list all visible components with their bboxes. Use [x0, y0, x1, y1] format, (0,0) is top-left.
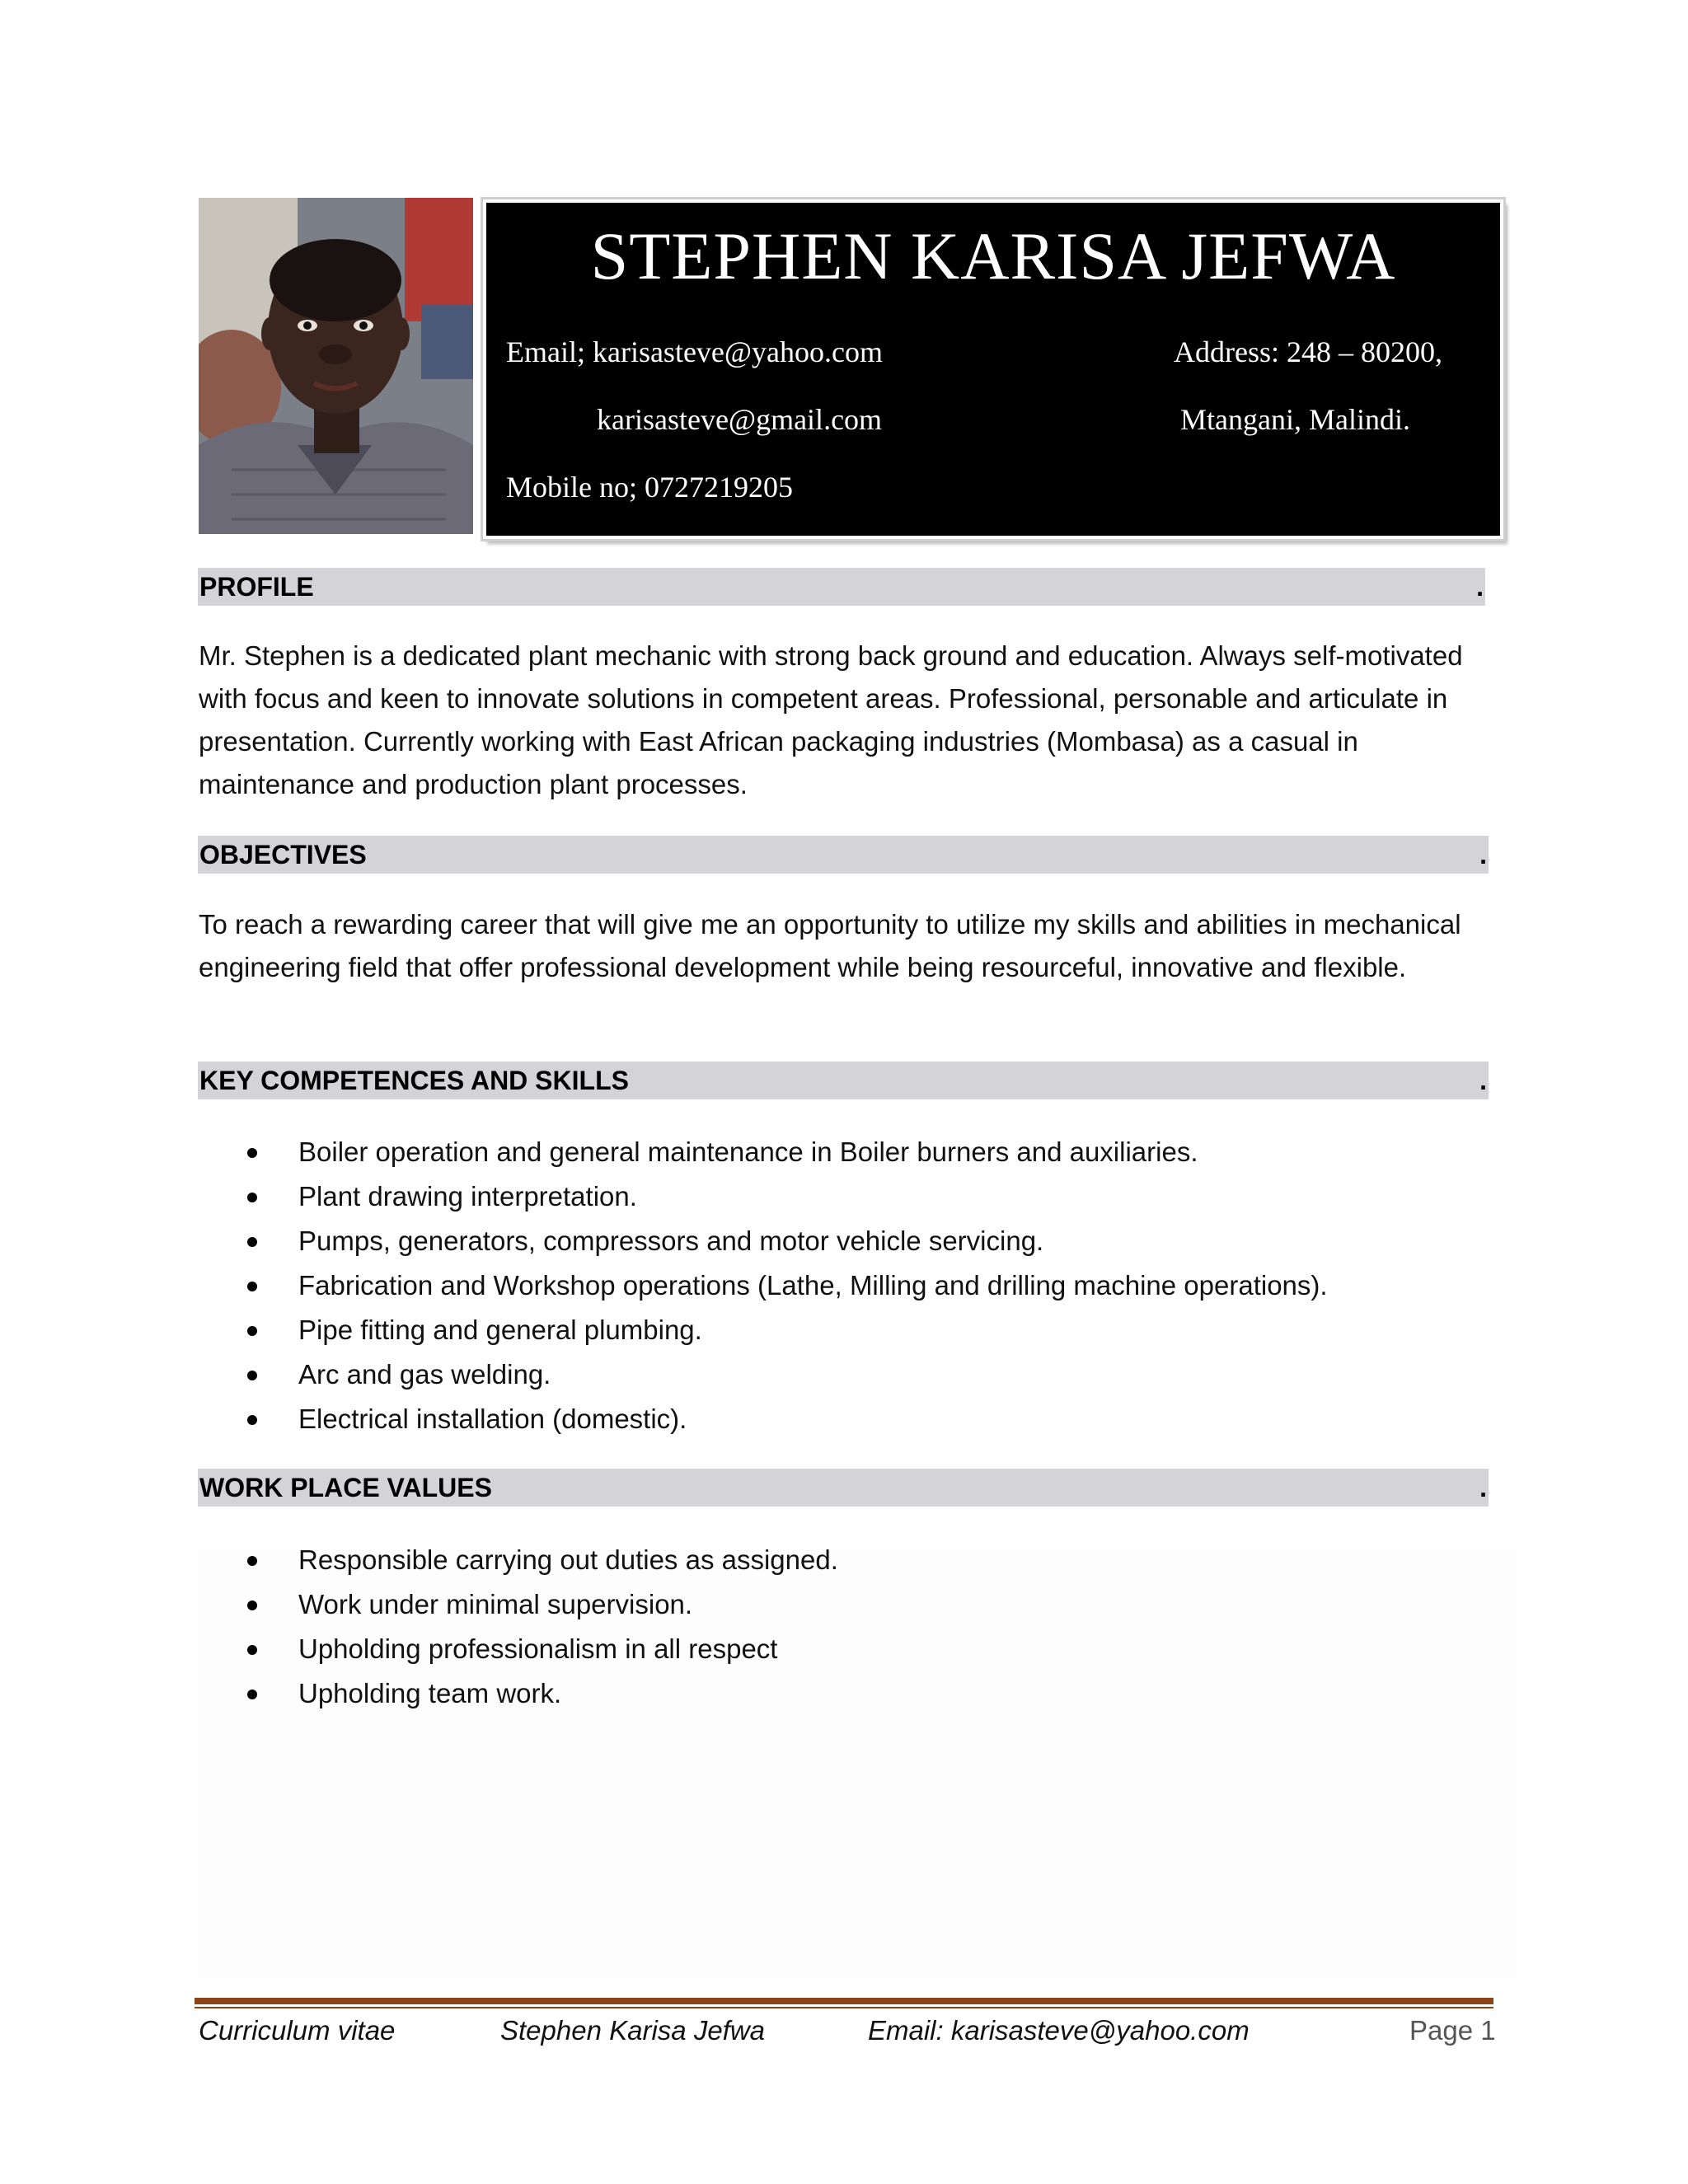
list-item: [247, 1352, 1328, 1397]
page-number: Page 1: [1409, 2015, 1496, 2046]
list-item-text: Arc and gas welding.: [298, 1359, 551, 1390]
section-profile-header: [198, 568, 1485, 606]
section-marker: .: [1476, 572, 1484, 602]
bullet-icon: [247, 1148, 257, 1158]
footer-rule-thin: [195, 2007, 1493, 2008]
skills-list: [247, 1130, 1328, 1441]
list-item: [247, 1308, 1328, 1352]
footer-email: Email: karisasteve@yahoo.com: [868, 2015, 1250, 2046]
section-marker: .: [1479, 840, 1487, 869]
list-item-text: Work under minimal supervision.: [298, 1589, 693, 1619]
bullet-icon: [247, 1415, 257, 1425]
section-skills-header: [198, 1062, 1489, 1099]
list-item: [247, 1538, 838, 1582]
bullet-icon: [247, 1371, 257, 1380]
section-marker: .: [1479, 1473, 1487, 1502]
list-item-text: Pipe fitting and general plumbing.: [298, 1315, 702, 1345]
list-item-text: Upholding professionalism in all respect: [298, 1633, 778, 1664]
mobile-number: Mobile no; 0727219205: [506, 471, 793, 504]
list-item-text: Boiler operation and general maintenance in Boiler burners and auxiliaries.: [298, 1137, 1198, 1167]
bullet-icon: [247, 1326, 257, 1336]
email-secondary: karisasteve@gmail.com: [597, 403, 883, 436]
objectives-text: To reach a rewarding career that will give me an opportunity to utilize my skills and abilities in mechanical engineering field that offer professional development while being resourceful, innovative and flexible.: [199, 909, 1461, 982]
footer-doc-type: Curriculum vitae: [199, 2015, 396, 2046]
bullet-icon: [247, 1282, 257, 1291]
email-primary: Email; karisasteve@yahoo.com: [506, 335, 884, 368]
list-item-text: Pumps, generators, compressors and motor vehicle servicing.: [298, 1226, 1044, 1256]
section-title: PROFILE: [199, 572, 314, 602]
list-item: [247, 1130, 1328, 1174]
profile-text: Mr. Stephen is a dedicated plant mechanic with strong back ground and education. Always self-motivated with focus and keen to innovate solutions in competent areas. Professional, personable and articulate in presentation. Currently working with East African packaging industries (Mombasa) as a casual in maintenance and production plant processes.: [199, 640, 1463, 799]
list-item: [247, 1671, 838, 1716]
section-title: WORK PLACE VALUES: [199, 1473, 492, 1502]
footer-name: Stephen Karisa Jefwa: [500, 2015, 766, 2046]
bullet-icon: [247, 1690, 257, 1699]
bullet-icon: [247, 1556, 257, 1566]
address-line-1: Address: 248 – 80200,: [1174, 335, 1442, 368]
list-item-text: Upholding team work.: [298, 1678, 562, 1708]
profile-photo: [199, 198, 473, 534]
list-item-text: Electrical installation (domestic).: [298, 1404, 687, 1434]
list-item: [247, 1263, 1328, 1308]
section-objectives-header: [198, 836, 1489, 874]
bullet-icon: [247, 1193, 257, 1202]
list-item-text: Fabrication and Workshop operations (Lathe, Milling and drilling machine operations).: [298, 1270, 1328, 1301]
list-item: [247, 1627, 838, 1671]
section-title: KEY COMPETENCES AND SKILLS: [199, 1066, 629, 1095]
values-list: [247, 1538, 838, 1716]
header-banner: [483, 199, 1503, 539]
section-title: OBJECTIVES: [199, 840, 367, 869]
candidate-name: STEPHEN KARISA JEFWA: [590, 218, 1396, 293]
footer-rule: [195, 1998, 1493, 2004]
section-marker: .: [1479, 1066, 1487, 1095]
address-line-2: Mtangani, Malindi.: [1180, 403, 1410, 436]
list-item-text: Responsible carrying out duties as assigned.: [298, 1544, 838, 1575]
list-item-text: Plant drawing interpretation.: [298, 1181, 637, 1212]
bullet-icon: [247, 1601, 257, 1610]
bullet-icon: [247, 1645, 257, 1655]
section-values-header: [198, 1469, 1489, 1507]
list-item: [247, 1174, 1328, 1219]
list-item: [247, 1582, 838, 1627]
bullet-icon: [247, 1237, 257, 1247]
list-item: [247, 1219, 1328, 1263]
list-item: [247, 1397, 1328, 1441]
